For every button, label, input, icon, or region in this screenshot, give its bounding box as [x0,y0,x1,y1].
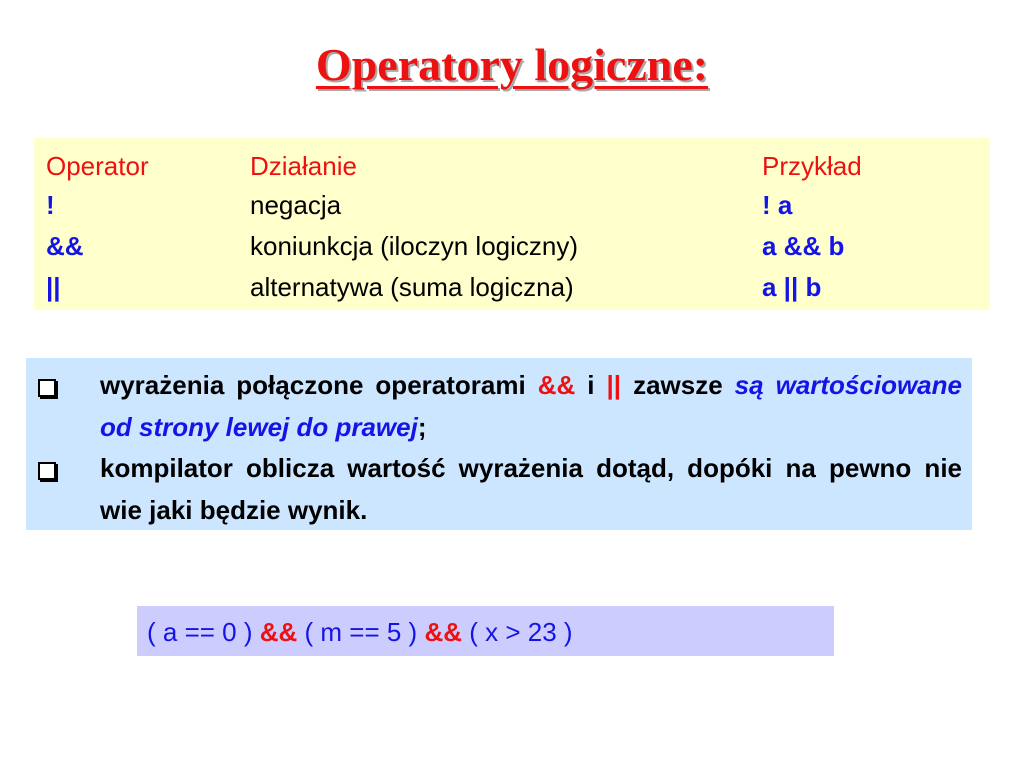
expression-box [137,606,834,656]
header-example: Przykład [762,151,862,181]
table-row [34,267,990,307]
header-action: Działanie [250,151,357,181]
emphasis-text: są wartościowane od strony lewej do prawej [100,370,962,442]
and-operator: && [259,617,298,647]
action-cell: negacja [250,190,342,220]
operator-cell: && [46,231,84,261]
example-cell: ! a [762,190,793,220]
header-operator: Operator [46,151,149,181]
checkbox-bullet-icon [38,379,56,397]
operator-cell: ! [46,190,55,220]
example-cell: a && b [762,231,845,261]
checkbox-bullet-icon [38,462,56,480]
example-cell: a || b [762,272,822,302]
expression-text: ( a == 0 ) && ( m == 5 ) && ( x > 23 ) [147,617,573,647]
action-cell: alternatywa (suma logiczna) [250,272,574,302]
slide-title: Operatory logiczne: [315,39,709,90]
notes-box [26,358,972,530]
action-cell: koniunkcja (iloczyn logiczny) [250,231,579,261]
and-operator: && [424,617,463,647]
operator-cell: || [46,272,61,302]
and-operator: && [537,370,576,400]
operators-table [34,138,990,310]
or-operator: || [606,370,622,400]
table-row [34,185,990,225]
bullet-text: kompilator oblicza wartość wyrażenia dotąd, dopóki na pewno nie wie jaki będzie wynik. [100,453,962,525]
bullet-text: wyrażenia połączone operatorami && i || zawsze są wartościowane od strony lewej do prawej; [100,370,962,442]
table-row [34,226,990,266]
table-header-row [34,146,990,186]
